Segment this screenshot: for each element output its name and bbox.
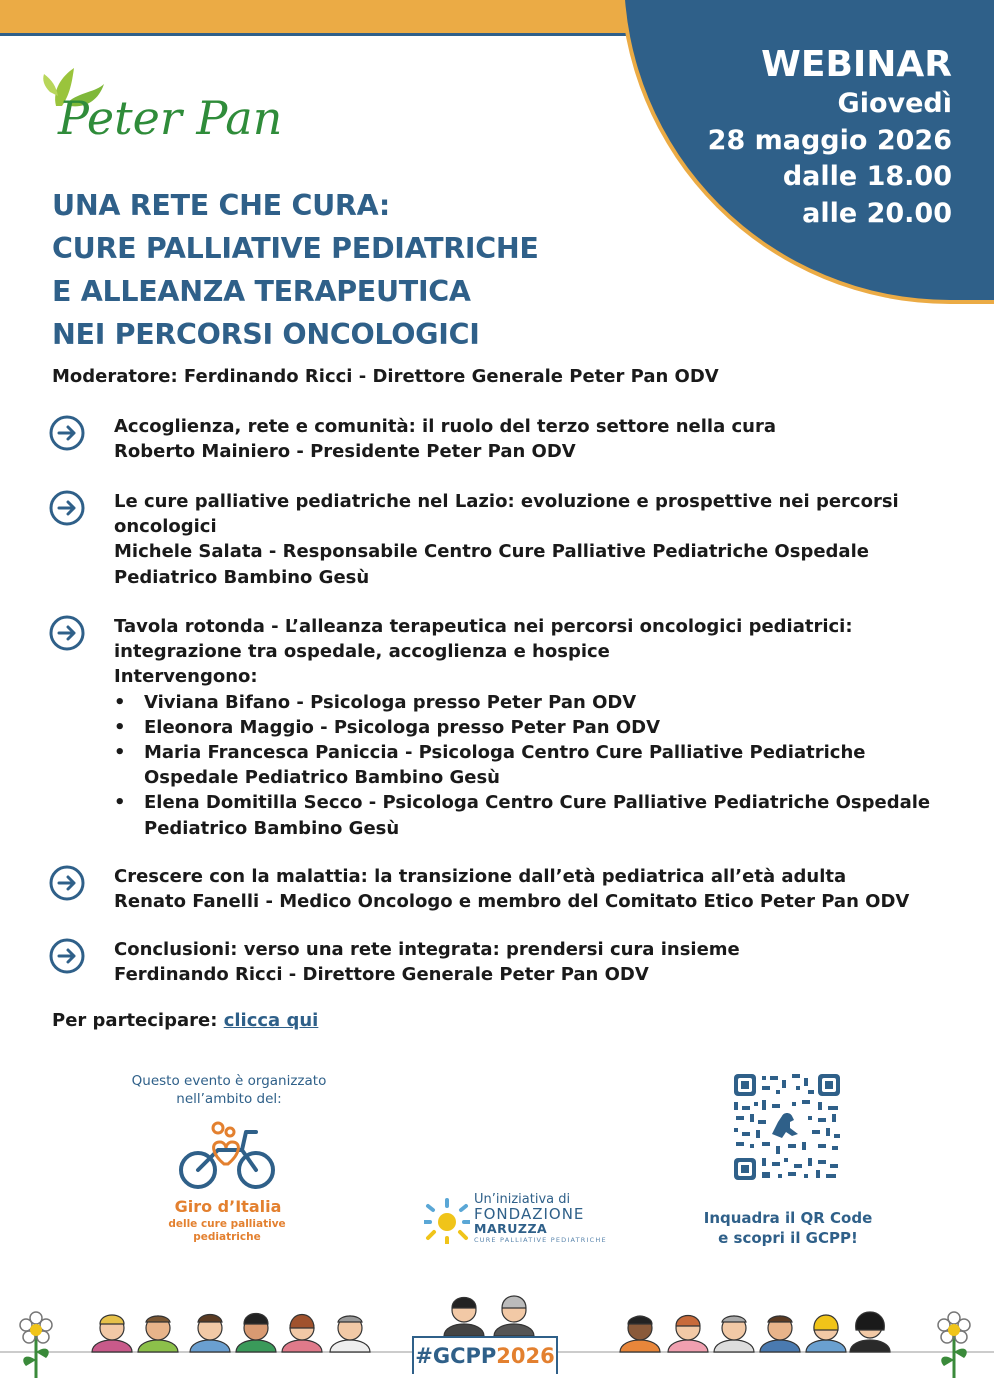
arrow-circle-icon [48, 414, 86, 452]
panelist: • Elena Domitilla Secco - Psicologa Centro Cure Palliative Pediatriche Ospedale Pediatrico Bambino Gesù [114, 790, 944, 840]
sun-icon [424, 1198, 470, 1244]
hashtag-year: 2026 [496, 1344, 555, 1368]
title-line-2: CURE PALLIATIVE PEDIATRICHE [52, 232, 539, 265]
agenda-topic: Le cure palliative pediatriche nel Lazio: evoluzione e prospettive nei percorsi oncologici [114, 491, 899, 538]
top-blue-line [0, 33, 640, 36]
event-day: Giovedì [837, 88, 952, 119]
title-line-4: NEI PERCORSI ONCOLOGICI [52, 318, 480, 351]
people-center [444, 1296, 534, 1336]
participate-link[interactable]: clicca qui [223, 1010, 319, 1031]
arrow-circle-icon [48, 864, 86, 902]
arrow-circle-icon [48, 614, 86, 652]
title-line-1: UNA RETE CHE CURA: [52, 189, 390, 222]
panelist: • Eleonora Maggio - Psicologa presso Peter Pan ODV [114, 715, 944, 740]
participate-label: Per partecipare: [52, 1010, 218, 1031]
maruzza-intro: Un’iniziativa di [474, 1192, 571, 1207]
agenda-speaker: Renato Fanelli - Medico Oncologo e membro del Comitato Etico Peter Pan ODV [114, 891, 910, 913]
participate-line [52, 1010, 318, 1031]
event-date: 28 maggio 2026 [707, 124, 952, 156]
event-time-to: alle 20.00 [802, 197, 952, 229]
arrow-circle-icon [48, 937, 86, 975]
event-time-from: dalle 18.00 [782, 161, 952, 192]
agenda-topic: Tavola rotonda - L’alleanza terapeutica nei percorsi oncologici pediatrici: integrazione tra ospedale, accoglienza e hospice [114, 616, 853, 663]
maruzza-logo [474, 1192, 607, 1244]
organizer-note: Questo evento è organizzato nell’ambito del: [131, 1073, 327, 1107]
moderator: Moderatore: Ferdinando Ricci - Direttore Generale Peter Pan ODV [52, 366, 719, 387]
panelist: • Maria Francesca Paniccia - Psicologa Centro Cure Palliative Pediatriche Ospedale Pediatrico Bambino Gesù [114, 740, 944, 790]
people-right [620, 1312, 890, 1352]
people-left [92, 1314, 370, 1353]
maruzza-name: MARUZZA [474, 1221, 548, 1236]
bicycle-heart-icon [176, 1120, 278, 1190]
agenda-speaker: Michele Salata - Responsabile Centro Cure Palliative Pediatriche Ospedale Pediatrico Bambino Gesù [114, 541, 869, 588]
peter-pan-logo [40, 62, 300, 162]
agenda-topic: Crescere con la malattia: la transizione dall’età pediatrica all’età adulta [114, 866, 847, 887]
flower-icon [938, 1312, 970, 1378]
title-line-3: E ALLEANZA TERAPEUTICA [52, 275, 471, 308]
panelist-list [114, 690, 944, 841]
hashtag-badge [412, 1336, 558, 1374]
hashtag-prefix: #GCPP [415, 1344, 497, 1368]
maruzza-tag: CURE PALLIATIVE PEDIATRICHE [474, 1236, 607, 1244]
event-title [52, 184, 539, 356]
flower-icon [20, 1312, 52, 1378]
panel-intro: Intervengono: [114, 666, 258, 688]
agenda-speaker: Ferdinando Ricci - Direttore Generale Peter Pan ODV [114, 964, 649, 986]
agenda-topic: Conclusioni: verso una rete integrata: prendersi cura insieme [114, 939, 740, 960]
giro-subtitle: delle cure palliative pediatriche [168, 1218, 286, 1243]
maruzza-fondazione: FONDAZIONE [474, 1205, 585, 1223]
qr-caption: Inquadra il QR Code e scopri il GCPP! [703, 1209, 873, 1247]
agenda-speaker: Roberto Mainiero - Presidente Peter Pan ODV [114, 441, 576, 463]
giro-title: Giro d’Italia [174, 1197, 282, 1216]
arrow-circle-icon [48, 489, 86, 527]
event-type: WEBINAR [761, 44, 952, 85]
panelist: • Viviana Bifano - Psicologa presso Peter Pan ODV [114, 690, 944, 715]
webinar-info [708, 44, 952, 232]
logo-text: Peter Pan [58, 91, 283, 145]
qr-code-icon[interactable] [732, 1072, 842, 1182]
agenda-topic: Accoglienza, rete e comunità: il ruolo del terzo settore nella cura [114, 416, 776, 437]
